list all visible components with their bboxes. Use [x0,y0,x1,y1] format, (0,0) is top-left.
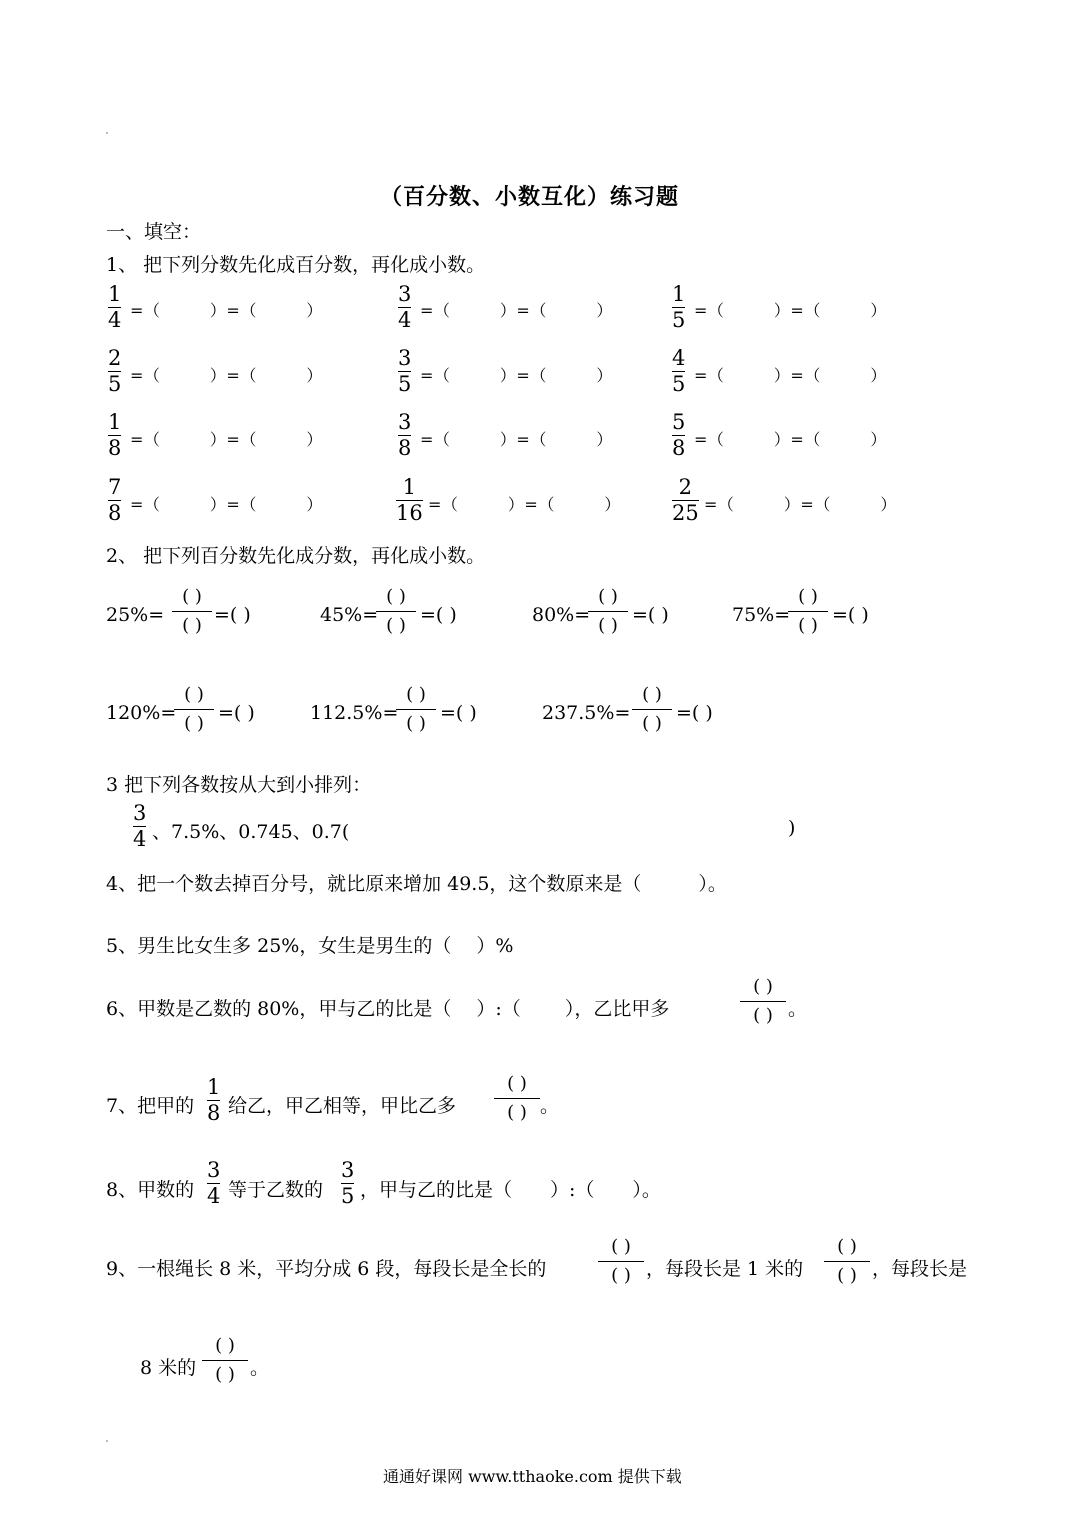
decimal-blank[interactable]: =( ) [676,702,713,724]
fraction: 2 5 [108,346,122,396]
answer-blanks[interactable]: =（ ）=（ ） [420,430,613,449]
fraction: 4 5 [672,346,686,396]
blank-fraction[interactable]: ( ) ( ) [202,1337,248,1384]
blank-fraction[interactable]: ( ) ( ) [172,588,212,635]
scan-mark [106,1440,108,1442]
decimal-blank[interactable]: =( ) [832,604,869,626]
q2-item-25: 25%= [106,604,165,626]
q2-item-45: 45%= [320,604,379,626]
q2-item-112-5: 112.5%= [310,702,399,724]
fraction: 3 8 [398,410,412,460]
q9-post: ，每段长是 [872,1258,968,1280]
decimal-blank[interactable]: =( ) [214,604,251,626]
q7-mid: 给乙，甲乙相等，甲比乙多 [228,1095,457,1117]
fraction: 7 8 [108,475,122,525]
answer-blanks[interactable]: =（ ）=（ ） [694,301,887,320]
fraction: 1 8 [207,1075,221,1125]
fraction: 3 4 [133,801,147,851]
blank-fraction[interactable]: ( ) ( ) [824,1238,870,1285]
footer-source: 通通好课网 www.tthaoke.com 提供下载 [383,1467,682,1486]
q8-pre: 8、甲数的 [106,1179,195,1201]
blank-fraction[interactable]: ( ) ( ) [588,588,628,635]
q3-number-list: 、7.5%、0.745、0.7( [152,821,350,843]
answer-blanks[interactable]: =（ ）=（ ） [130,430,323,449]
answer-blanks[interactable]: =（ ）=（ ） [694,366,887,385]
blank-fraction[interactable]: ( ) ( ) [740,978,786,1025]
decimal-blank[interactable]: =( ) [632,604,669,626]
q8-mid: 等于乙数的 [228,1179,324,1201]
fraction: 1 16 [396,475,423,525]
answer-blanks[interactable]: =（ ）=（ ） [130,301,323,320]
blank-fraction[interactable]: ( ) ( ) [632,686,672,733]
blank-fraction[interactable]: ( ) ( ) [396,686,436,733]
fraction: 3 4 [207,1158,221,1208]
q9-mid: ，每段长是 1 米的 [646,1258,804,1280]
q6-end: 。 [788,998,808,1020]
q9-pre: 9、一根绳长 8 米，平均分成 6 段，每段长是全长的 [106,1258,547,1280]
answer-blanks[interactable]: =（ ）=（ ） [130,495,323,514]
q7-end: 。 [540,1095,560,1117]
fraction: 1 4 [108,282,122,332]
blank-fraction[interactable]: ( ) ( ) [598,1238,644,1285]
fraction: 3 5 [398,346,412,396]
answer-blanks[interactable]: =（ ）=（ ） [704,495,897,514]
q2-item-75: 75%= [732,604,791,626]
q4-text: 4、把一个数去掉百分号，就比原来增加 49.5，这个数原来是（ ）。 [106,873,727,895]
answer-blanks[interactable]: =（ ）=（ ） [130,366,323,385]
q3-answer-close: ) [788,817,796,839]
answer-blanks[interactable]: =（ ）=（ ） [694,430,887,449]
decimal-blank[interactable]: =( ) [440,702,477,724]
decimal-blank[interactable]: =( ) [420,604,457,626]
answer-blanks[interactable]: =（ ）=（ ） [428,495,621,514]
blank-fraction[interactable]: ( ) ( ) [788,588,828,635]
q9-line2: 8 米的 [140,1357,197,1379]
q5-text: 5、男生比女生多 25%，女生是男生的（ ）% [106,935,514,957]
q2-item-120: 120%= [106,702,177,724]
answer-blanks[interactable]: =（ ）=（ ） [420,366,613,385]
q2-prompt: 2、 把下列百分数先化成分数，再化成小数。 [106,545,486,567]
blank-fraction[interactable]: ( ) ( ) [174,686,214,733]
q8-end: ，甲与乙的比是（ ）:（ ）。 [360,1179,661,1201]
section-heading: 一、填空： [106,221,202,243]
q9-end: 。 [250,1357,270,1379]
fraction: 2 25 [672,475,699,525]
fraction: 3 4 [398,282,412,332]
fraction: 5 8 [672,410,686,460]
fraction: 3 5 [341,1158,355,1208]
page-title: （百分数、小数互化）练习题 [380,184,680,210]
q6-text: 6、甲数是乙数的 80%，甲与乙的比是（ ）:（ ），乙比甲多 [106,998,670,1020]
q3-prompt: 3 把下列各数按从大到小排列： [106,774,372,796]
blank-fraction[interactable]: ( ) ( ) [376,588,416,635]
q2-item-237-5: 237.5%= [542,702,631,724]
blank-fraction[interactable]: ( ) ( ) [494,1075,540,1122]
answer-blanks[interactable]: =（ ）=（ ） [420,301,613,320]
q7-pre: 7、把甲的 [106,1095,195,1117]
fraction: 1 8 [108,410,122,460]
scan-mark [106,132,108,134]
decimal-blank[interactable]: =( ) [218,702,255,724]
q2-item-80: 80%= [532,604,591,626]
q1-prompt: 1、 把下列分数先化成百分数，再化成小数。 [106,254,486,276]
fraction: 1 5 [672,282,686,332]
